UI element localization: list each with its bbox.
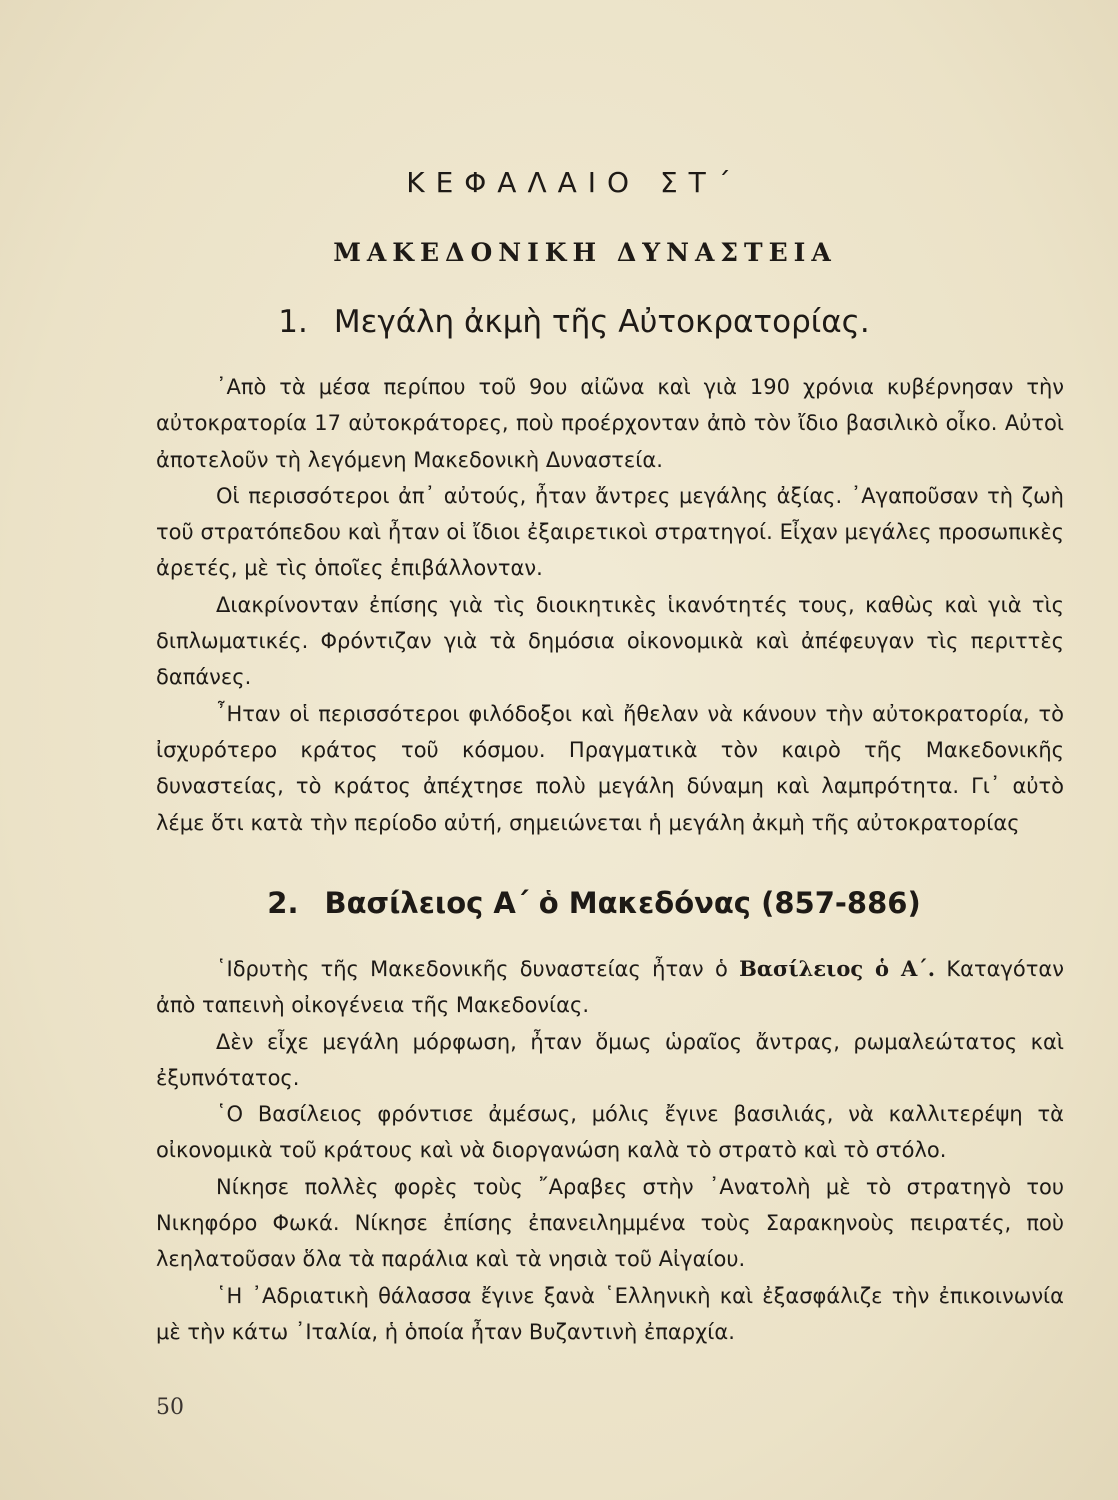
section-2-title: Βασίλειος Α΄ ὁ Μακεδόνας (857-886) bbox=[324, 886, 921, 920]
section-2-heading bbox=[0, 886, 1118, 920]
section-1-body bbox=[156, 369, 1064, 841]
paragraph: ᾿Απὸ τὰ μέσα περίπου τοῦ 9ου αἰῶνα καὶ γιὰ 190 χρόνια κυβέρνησαν τὴν αὐτοκρατορία 17 αὐτοκράτορες, ποὺ προέρχονταν ἀπὸ τὸν ἴδιο βασιλικὸ οἶκο. Αὐτοὶ ἀποτελοῦν τὴ λεγόμενη Μακεδονικὴ Δυναστεία. bbox=[156, 375, 1064, 472]
section-1-heading bbox=[0, 304, 1118, 340]
paragraph: Δὲν εἶχε μεγάλη μόρφωση, ἦταν ὅμως ὡραῖος ἄντρας, ρωμαλεώτατος καὶ ἐξυπνότατος. bbox=[156, 1029, 1064, 1090]
paragraph: Διακρίνονταν ἐπίσης γιὰ τὶς διοικητικὲς ἱκανότητές τους, καθὼς καὶ γιὰ τὶς διπλωματικές. Φρόντιζαν γιὰ τὰ δημόσια οἰκονομικὰ καὶ ἀπέφευγαν τὶς περιττὲς δαπάνες. bbox=[156, 592, 1064, 690]
section-1-title: Μεγάλη ἀκμὴ τῆς Αὐτοκρατορίας. bbox=[333, 304, 870, 340]
emperor-name: Βασίλειος ὁ Α΄. bbox=[739, 956, 936, 981]
paragraph bbox=[156, 951, 1064, 1024]
section-2-number: 2. bbox=[267, 886, 299, 920]
paragraph: Οἱ περισσότεροι ἀπ᾿ αὐτούς, ἦταν ἄντρες μεγάλης ἀξίας. ᾿Αγαποῦσαν τὴ ζωὴ τοῦ στρατόπεδου καὶ ἦταν οἱ ἴδιοι ἐξαιρετικοὶ στρατηγοί. Εἶχαν μεγάλες προσωπικὲς ἀρετές, μὲ τὶς ὁποῖες ἐπιβάλλονταν. bbox=[156, 483, 1064, 581]
paragraph-text: Καταγόταν ἀπὸ ταπεινὴ οἰκογένεια τῆς Μακεδονίας. bbox=[156, 957, 1064, 1018]
chapter-title: ΜΑΚΕΔΟΝΙΚΗ ΔΥΝΑΣΤΕΙΑ bbox=[333, 238, 837, 267]
paragraph-text: ῾Ιδρυτὴς τῆς Μακεδονικῆς δυναστείας ἦταν ὁ bbox=[216, 957, 728, 981]
page-number: 50 bbox=[156, 1395, 184, 1420]
paragraph: Νίκησε πολλὲς φορὲς τοὺς ῎Αραβες στὴν ᾿Ανατολὴ μὲ τὸ στρατηγὸ του Νικηφόρο Φωκά. Νίκησε ἐπίσης ἐπανειλημμένα τοὺς Σαρακηνοὺς πειρατές, ποὺ λεηλατοῦσαν ὅλα τὰ παράλια καὶ τὰ νησιὰ τοῦ Αἰγαίου. bbox=[156, 1174, 1064, 1272]
paragraph: ῏Ηταν οἱ περισσότεροι φιλόδοξοι καὶ ἤθελαν νὰ κάνουν τὴν αὐτοκρατορία, τὸ ἰσχυρότερο κράτος τοῦ κόσμου. Πραγματικὰ τὸν καιρὸ τῆς Μακεδονικῆς δυναστείας, τὸ κράτος ἀπέχτησε πολὺ μεγάλη δύναμη καὶ λαμπρότητα. Γι᾿ αὐτὸ λέμε ὅτι κατὰ τὴν περίοδο αὐτή, σημειώνεται ἡ μεγάλη ἀκμὴ τῆς αὐτοκρατορίας bbox=[156, 701, 1064, 835]
paragraph: ῾Η ᾿Αδριατικὴ θάλασσα ἔγινε ξανὰ ῾Ελληνικὴ καὶ ἐξασφάλιζε τὴν ἐπικοινωνία μὲ τὴν κάτω ᾿Ιταλία, ἡ ὁποία ἦταν Βυζαντινὴ ἐπαρχία. bbox=[156, 1283, 1064, 1344]
paragraph: ῾Ο Βασίλειος φρόντισε ἀμέσως, μόλις ἔγινε βασιλιάς, νὰ καλλιτερέψη τὰ οἰκονομικὰ τοῦ κράτους καὶ νὰ διοργανώση καλὰ τὸ στρατὸ καὶ τὸ στόλο. bbox=[156, 1102, 1064, 1163]
section-1-number: 1. bbox=[278, 304, 308, 340]
section-2-body bbox=[156, 951, 1064, 1350]
chapter-heading: ΚΕΦΑΛΑΙΟ ΣΤ΄ bbox=[406, 166, 742, 199]
